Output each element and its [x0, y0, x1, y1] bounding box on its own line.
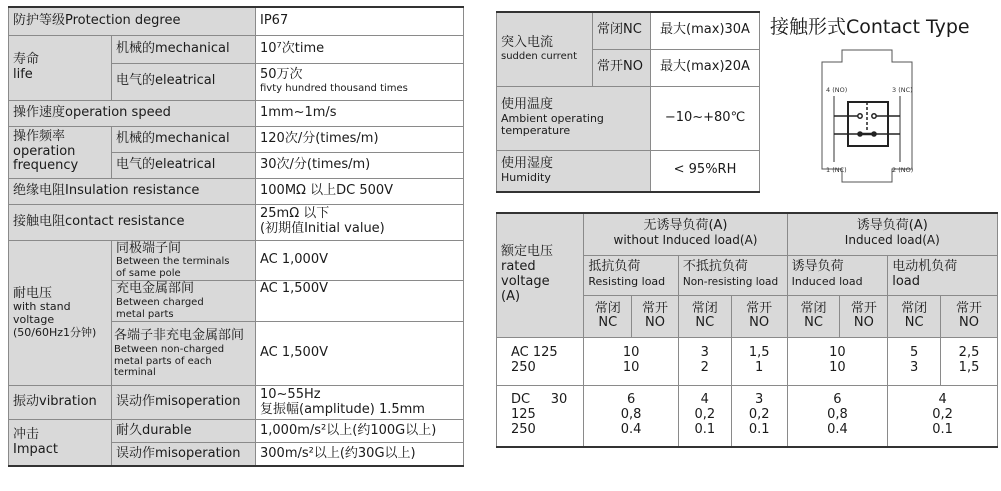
cell-value: 0,2 — [694, 407, 716, 423]
nc-header — [888, 295, 941, 337]
cell-value: 5 — [909, 345, 919, 361]
protection-label: 防护等级Protection degree — [9, 7, 256, 35]
vibration-v1: 10~55Hz — [260, 386, 321, 402]
cell-value: 0,2 — [932, 407, 953, 423]
motor-en: load — [892, 274, 920, 289]
nc-header — [678, 295, 731, 337]
rated-en3: (A) — [501, 289, 521, 305]
ac-resisting — [584, 337, 678, 385]
contact-res-label: 接触电阻contact resistance — [9, 204, 256, 240]
withstand-cn: 耐电压 — [13, 285, 53, 301]
nc-en: NC — [804, 315, 823, 330]
cell-value: 6 — [833, 392, 842, 408]
no-header — [941, 295, 998, 337]
nc-header — [584, 295, 632, 337]
cell-value: 0,8 — [827, 407, 848, 423]
terminal-3-label: 3 (NC) — [892, 86, 913, 94]
life-label — [9, 35, 112, 100]
ac-induced — [787, 337, 888, 385]
withstand-en2: voltage — [13, 313, 55, 327]
no-header — [840, 295, 888, 337]
speed-label: 操作速度operation speed — [9, 100, 256, 126]
table-row — [9, 35, 464, 63]
withstand-label — [9, 240, 112, 386]
humidity-cn: 使用湿度 — [501, 155, 554, 171]
no-cn: 常开 — [746, 300, 773, 316]
cell-value: 2 — [700, 360, 709, 375]
impact-label — [9, 420, 112, 466]
inrush-nc-value: 最大(max)30A — [651, 12, 760, 49]
cell-value: 6 — [626, 392, 636, 408]
rated-en1: rated — [501, 259, 536, 275]
table-row — [497, 12, 760, 49]
terminal-4-label: 4 (NO) — [826, 86, 848, 94]
no-header — [632, 295, 679, 337]
rated-en2: voltage — [501, 274, 550, 290]
cell-value: 0.4 — [620, 422, 642, 438]
impact-cn: 冲击 — [13, 426, 40, 442]
rated-voltage-header — [497, 213, 584, 337]
temp-en1: Ambient operating — [501, 111, 604, 125]
non-charged-en1: Between non-charged — [114, 344, 225, 356]
nc-en: NC — [695, 315, 715, 330]
insulation-label: 绝缘电阻Insulation resistance — [9, 178, 256, 204]
insulation-value: 100MΩ 以上DC 500V — [256, 178, 464, 204]
freq-cn: 操作频率 — [13, 128, 66, 144]
cell-value: 3 — [755, 392, 764, 408]
impact-misop-label: 误动作misoperation — [112, 443, 256, 466]
nc-cn: 常闭 — [901, 300, 928, 316]
inrush-no-label: 常开NO — [593, 49, 651, 86]
dc-v3: 250 — [511, 422, 536, 438]
inrush-no-value: 最大(max)20A — [651, 49, 760, 86]
dc-voltage — [497, 385, 584, 447]
inrush-cn: 突入电流 — [501, 35, 554, 51]
contact-type-title: 接触形式Contact Type — [770, 16, 970, 38]
no-header — [731, 295, 787, 337]
ac-v2: 250 — [511, 360, 536, 375]
life-elec-value — [256, 63, 464, 100]
ac-motor-nc — [888, 337, 941, 385]
resisting-header — [584, 255, 678, 295]
life-elec-cn: 50万次 — [260, 67, 303, 83]
contact-res-value — [256, 204, 464, 240]
vibration-value — [256, 386, 464, 420]
no-cn: 常开 — [956, 300, 983, 316]
nc-cn: 常闭 — [691, 300, 718, 316]
charged-en2: metal parts — [116, 308, 174, 320]
non-resisting-header — [678, 255, 787, 295]
impact-durable-label: 耐久durable — [112, 420, 256, 443]
cell-value: 2,5 — [958, 345, 980, 361]
cell-value: 10 — [829, 360, 846, 375]
rated-cn: 额定电压 — [501, 244, 554, 260]
freq-en1: operation — [13, 143, 76, 159]
life-cn: 寿命 — [13, 51, 40, 67]
charged-en1: Between charged — [116, 297, 204, 309]
impact-en: Impact — [13, 441, 58, 457]
cell-value: 0.4 — [827, 422, 848, 438]
same-pole-label — [112, 240, 256, 281]
cell-value: 1,5 — [958, 360, 980, 375]
resisting-cn: 抵抗负荷 — [588, 259, 641, 275]
protection-value: IP67 — [256, 7, 464, 35]
cell-value: 0,8 — [620, 407, 642, 423]
inductive-cn: 诱导负荷(A) — [856, 218, 928, 234]
vibration-label: 振动vibration — [9, 386, 112, 420]
electrical-table — [496, 11, 760, 193]
temp-en2: temperature — [501, 124, 571, 138]
dc-v1: DC 30 — [511, 392, 568, 408]
non-charged-en2: metal parts of each terminal — [114, 355, 212, 379]
same-pole-en1: Between the terminals — [116, 256, 230, 268]
same-pole-value: AC 1,000V — [256, 240, 464, 281]
ac-nonres-no — [731, 337, 787, 385]
no-en: NO — [959, 315, 979, 330]
induced-header — [787, 255, 888, 295]
non-inductive-header — [584, 213, 787, 255]
cell-value: 0.1 — [748, 422, 770, 438]
life-elec-label: 电气的eleatrical — [112, 63, 256, 100]
table-row — [497, 213, 998, 255]
nc-cn: 常闭 — [800, 300, 827, 316]
nc-en: NC — [598, 315, 618, 330]
dc-v2: 125 — [511, 407, 536, 423]
contact-res-v1: 25mΩ 以下 — [260, 206, 330, 222]
impact-misop-value: 300m/s²以上(约30G以上) — [256, 443, 464, 466]
table-row — [9, 100, 464, 126]
dc-resisting — [584, 385, 678, 447]
non-charged-cn: 各端子非充电金属部间 — [114, 328, 245, 344]
vibration-v2: 复振幅(amplitude) 1.5mm — [260, 401, 425, 417]
cell-value: 0.1 — [694, 422, 716, 438]
life-elec-en: fivty hundred thousand times — [260, 83, 408, 95]
induced-en: Induced load — [791, 275, 863, 288]
ac-nonres-nc — [678, 337, 731, 385]
specs-table — [8, 6, 464, 467]
cell-value: 3 — [909, 360, 919, 375]
speed-value: 1mm~1m/s — [256, 100, 464, 126]
dc-motor — [888, 385, 998, 447]
table-row — [9, 386, 464, 420]
contact-res-v2: (初期值Initial value) — [260, 221, 385, 236]
load-table — [496, 212, 998, 448]
table-row — [497, 150, 760, 192]
inductive-header — [787, 213, 997, 255]
cell-value: 10 — [622, 345, 640, 361]
no-en: NO — [645, 315, 665, 330]
cell-value: 4 — [700, 392, 709, 408]
ac-voltage — [497, 337, 584, 385]
nc-header — [787, 295, 840, 337]
charged-cn: 充电金属部间 — [116, 281, 195, 297]
cell-value: 0,2 — [748, 407, 770, 423]
life-mech-label: 机械的mechanical — [112, 35, 256, 63]
table-row — [497, 385, 998, 447]
inrush-nc-label: 常闭NC — [593, 12, 651, 49]
no-cn: 常开 — [850, 300, 877, 316]
freq-en2: frequency — [13, 158, 79, 174]
freq-elec-label: 电气的eleatrical — [112, 152, 256, 178]
non-resisting-en: Non-resisting load — [682, 276, 779, 288]
charged-value: AC 1,500V — [256, 281, 464, 322]
cell-value: 1,5 — [748, 345, 770, 361]
non-resisting-cn: 不抵抗负荷 — [682, 259, 748, 275]
cell-value: 3 — [700, 345, 709, 361]
non-charged-label — [112, 322, 256, 386]
terminal-2-label: 2 (NO) — [892, 166, 914, 174]
freq-mech-label: 机械的mechanical — [112, 126, 256, 152]
no-cn: 常开 — [642, 300, 669, 316]
impact-durable-value: 1,000m/s²以上(约100G以上) — [256, 420, 464, 443]
resisting-en: Resisting load — [588, 275, 666, 288]
table-row — [9, 7, 464, 35]
vibration-sub: 误动作misoperation — [112, 386, 256, 420]
motor-header — [888, 255, 998, 295]
non-charged-value: AC 1,500V — [256, 322, 464, 386]
same-pole-cn: 同极端子间 — [116, 240, 182, 256]
table-row — [497, 86, 760, 150]
table-row — [9, 126, 464, 152]
frequency-label — [9, 126, 112, 178]
freq-mech-value: 120次/分(times/m) — [256, 126, 464, 152]
inrush-label — [497, 12, 593, 86]
cell-value: 1 — [755, 360, 764, 375]
cell-value: 10 — [829, 345, 846, 361]
dc-nonres-nc — [678, 385, 731, 447]
inductive-en: Induced load(A) — [844, 233, 940, 248]
ac-motor-no — [941, 337, 998, 385]
table-row — [9, 240, 464, 281]
dc-induced — [787, 385, 888, 447]
temp-label — [497, 86, 651, 150]
humidity-value: < 95%RH — [651, 150, 760, 192]
cell-value: 0.1 — [932, 422, 953, 438]
life-mech-value: 10⁷次time — [256, 35, 464, 63]
table-row — [9, 178, 464, 204]
table-row — [497, 337, 998, 385]
no-en: NO — [749, 315, 770, 330]
terminal-1-label: 1 (NC) — [826, 166, 847, 174]
non-inductive-cn: 无诱导负荷(A) — [643, 218, 728, 234]
life-en: life — [13, 66, 33, 82]
withstand-en1: with stand — [13, 300, 71, 314]
temp-value: −10~+80℃ — [651, 86, 760, 150]
table-row — [9, 420, 464, 443]
induced-cn: 诱导负荷 — [791, 259, 844, 275]
freq-elec-value: 30次/分(times/m) — [256, 152, 464, 178]
no-en: NO — [853, 315, 874, 330]
contact-type-diagram — [812, 44, 922, 184]
temp-cn: 使用温度 — [501, 96, 554, 112]
nc-en: NC — [904, 315, 924, 330]
motor-cn: 电动机负荷 — [892, 259, 958, 275]
nc-cn: 常闭 — [594, 300, 621, 316]
dc-nonres-no — [731, 385, 787, 447]
withstand-en3: (50/60Hz1分钟) — [13, 325, 97, 339]
non-inductive-en: without Induced load(A) — [613, 233, 758, 248]
humidity-label — [497, 150, 651, 192]
ac-v1: AC 125 — [511, 345, 558, 361]
cell-value: 4 — [938, 392, 947, 408]
humidity-en: Humidity — [501, 170, 551, 184]
same-pole-en2: of same pole — [116, 267, 181, 279]
cell-value: 10 — [622, 360, 640, 375]
table-row — [9, 204, 464, 240]
inrush-en: sudden current — [501, 50, 577, 62]
charged-label — [112, 281, 256, 322]
